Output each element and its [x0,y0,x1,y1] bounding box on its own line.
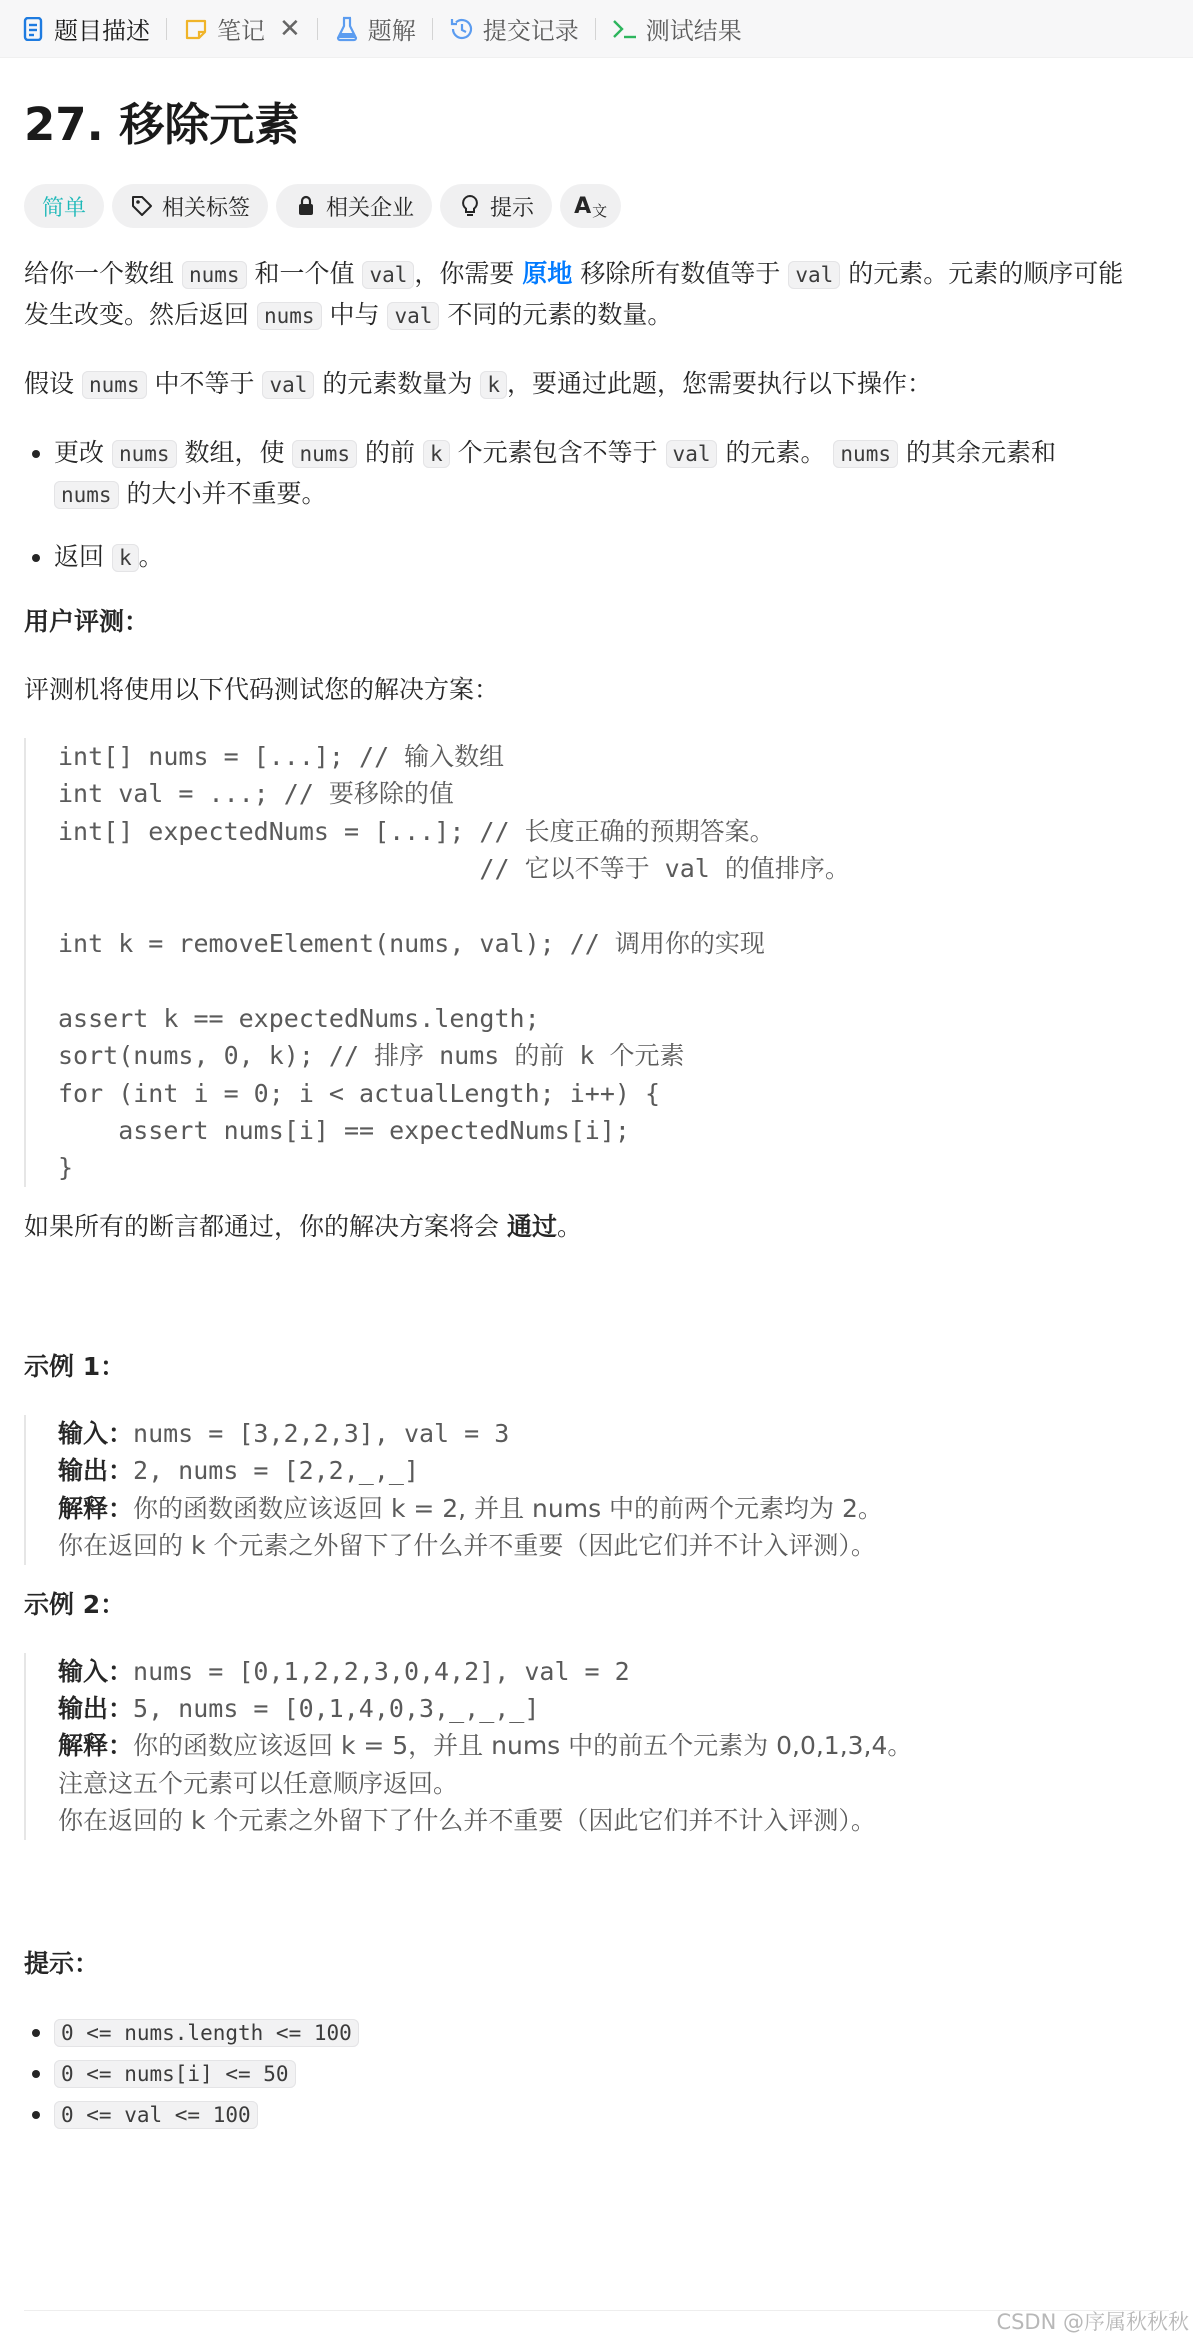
code-line: assert k == expectedNums.length; [58,1003,540,1033]
tab-label: 题目描述 [54,17,150,45]
code-line: // 它以不等于 val 的值排序。 [58,854,850,884]
code-line [58,962,1169,999]
tab-notes[interactable] [183,0,301,58]
hint-label: 提示 [490,195,535,221]
inline-code: nums [833,440,898,468]
tab-label: 题解 [367,17,416,45]
tab-submissions[interactable] [449,0,579,58]
lightbulb-icon [458,194,482,218]
list-item: • 返回 k 。 [54,537,1169,578]
list-item [54,2094,1169,2135]
tab-divider [595,18,596,40]
example-output: 输出：5, nums = [0,1,4,0,3,_,_,_] [58,1693,540,1723]
tab-divider [317,18,318,40]
code-line: int[] nums = [...]; // 输入数组 [58,742,505,771]
example-heading: 示例 1： [24,1351,126,1381]
pass-paragraph: 如果所有的断言都通过，你的解决方案将会 通过。 [24,1211,582,1241]
example-input: 输入：nums = [0,1,2,2,3,0,4,2], val = 2 [58,1656,630,1686]
problem-title: 27. 移除元素 [24,98,300,151]
code-line [58,888,1169,925]
difficulty-label: 简单 [42,195,87,221]
inline-code: val [362,261,414,289]
tab-bar [0,0,1193,58]
inline-code: nums [82,371,147,399]
inline-code: k [480,371,507,399]
flask-icon [334,16,360,42]
history-icon [449,16,475,42]
problem-content [0,98,1193,2135]
difficulty-badge [24,184,104,228]
tag-icon [130,194,154,218]
code-block [24,738,1169,1187]
terminal-icon [612,16,638,42]
tag-row [24,184,1169,228]
example-explanation-line: 你在返回的 k 个元素之外留下了什么并不重要（因此它们并不计入评测）。 [58,1806,876,1836]
example-explanation-line: 注意这五个元素可以任意顺序返回。 [58,1768,459,1798]
example-explanation: 解释：你的函数应该返回 k = 5，并且 nums 中的前五个元素为 0,0,1,3,4。 [58,1731,913,1761]
code-line: int[] expectedNums = [...]; // 长度正确的预期答案。 [58,816,775,846]
example-block [24,1653,1169,1840]
topics-tag-button[interactable] [112,184,268,228]
note-icon [183,16,209,42]
example-heading: 示例 2： [24,1589,126,1619]
translate-icon: A [574,193,592,219]
code-line: int k = removeElement(nums, val); // 调用你的实现 [58,929,765,959]
hint-button[interactable] [440,184,552,228]
example-explanation-line: 你在返回的 k 个元素之外留下了什么并不重要（因此它们并不计入评测）。 [58,1531,876,1561]
code-line: int val = ...; // 要移除的值 [58,779,454,809]
judge-intro: 评测机将使用以下代码测试您的解决方案： [24,675,500,704]
inline-code: val [387,302,439,330]
tab-description[interactable] [20,0,150,58]
code-line: } [58,1153,74,1183]
tab-label: 笔记 [217,17,265,45]
requirement-list [24,433,1169,578]
topics-label: 相关标签 [162,195,251,221]
example-input: 输入：nums = [3,2,2,3], val = 3 [58,1418,510,1448]
companies-tag-button[interactable] [276,184,432,228]
example-explanation: 解释：你的函数函数应该返回 k = 2, 并且 nums 中的前两个元素均为 2。 [58,1493,883,1523]
description-paragraph: 给你一个数组 nums 和一个值 val ，你需要 原地 移除所有数值等于 val 的元素。元素的顺序可能 发生改变。然后返回 nums 中与 val 不同的元素的数量。 [24,259,1124,329]
inline-code: nums [112,440,177,468]
inline-code: k [112,544,139,572]
constraints-list [24,2012,1169,2135]
description-paragraph: 假设 nums 中不等于 val 的元素数量为 k ，要通过此题，您需要执行以下操作： [24,369,932,398]
inline-code: nums [292,440,357,468]
code-line: sort(nums, 0, k); // 排序 nums 的前 k 个元素 [58,1041,685,1071]
example-output: 输出：2, nums = [2,2,_,_] [58,1456,419,1486]
inline-code: nums [182,261,247,289]
judge-heading: 用户评测： [24,607,150,636]
companies-label: 相关企业 [326,195,415,221]
tab-test-result[interactable] [612,0,742,58]
tab-divider [166,18,167,40]
inline-code: nums [257,302,322,330]
tab-label: 提交记录 [482,17,579,45]
list-item: • 更改 nums 数组，使 nums 的前 k 个元素包含不等于 val 的元素。 nums 的其余元素和 nums 的大小并不重要。 [54,433,1169,515]
tab-solutions[interactable] [334,0,416,58]
description-icon [20,16,46,42]
tab-label: 测试结果 [645,17,742,45]
highlight-link[interactable]: 原地 [522,259,573,288]
list-item [54,2012,1169,2053]
inline-code: 0 <= val <= 100 [54,2101,258,2129]
tab-divider [432,18,433,40]
code-line: for (int i = 0; i < actualLength; i++) { [58,1078,661,1108]
inline-code: val [262,371,314,399]
inline-code: val [666,440,718,468]
translate-button[interactable] [560,184,621,228]
inline-code: nums [54,481,119,509]
translate-icon-suffix: 文 [592,201,608,220]
constraints-heading: 提示： [24,1948,100,1978]
watermark: CSDN @序属秋秋秋 [996,2310,1189,2334]
list-item [54,2053,1169,2094]
close-icon[interactable]: ✕ [279,13,301,44]
inline-code: val [788,261,840,289]
inline-code: 0 <= nums[i] <= 50 [54,2060,296,2088]
lock-icon [294,194,318,218]
inline-code: k [423,440,450,468]
code-line: assert nums[i] == expectedNums[i]; [58,1116,630,1146]
example-block [24,1415,1169,1565]
inline-code: 0 <= nums.length <= 100 [54,2019,359,2047]
